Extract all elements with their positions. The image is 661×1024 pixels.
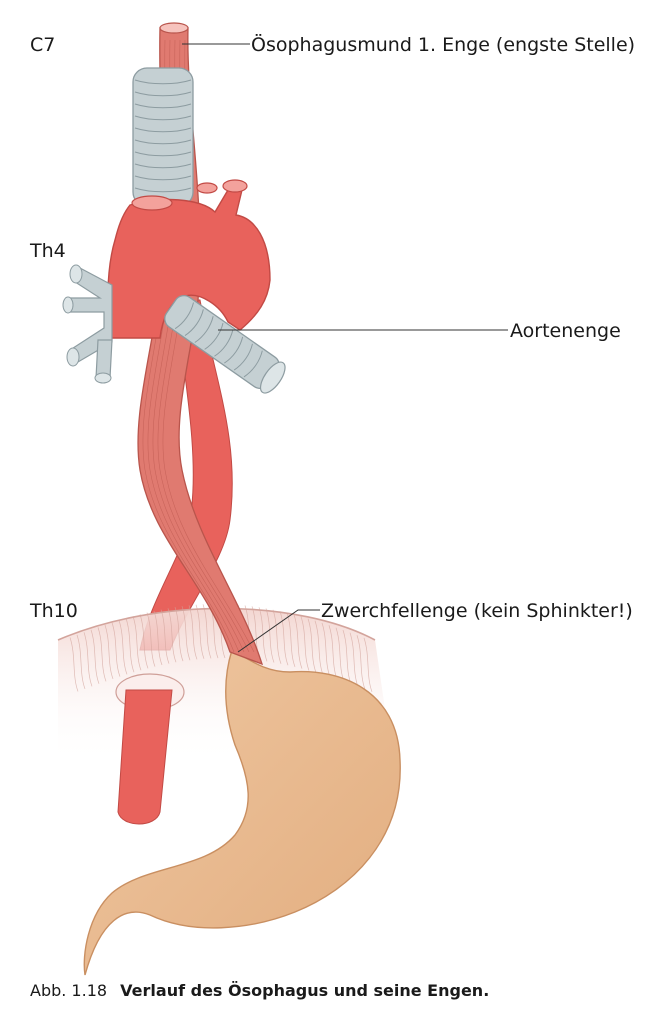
figure-caption (30, 981, 489, 1000)
right-bronchus-opening-2 (63, 297, 73, 313)
esophagus-opening (160, 23, 188, 33)
brachiocephalic-opening (132, 196, 172, 210)
level-th10: Th10 (30, 600, 78, 622)
caption-number: Abb. 1.18 (30, 981, 108, 1000)
carotid-opening (197, 183, 217, 193)
caption-text: Verlauf des Ösophagus und seine Engen. (120, 981, 490, 1000)
subclavian-opening (223, 180, 247, 192)
right-bronchus-opening-3 (67, 348, 79, 366)
level-c7: C7 (30, 34, 56, 56)
trachea-tube (133, 68, 193, 206)
label-esophageal-mouth: Ösophagusmund 1. Enge (engste Stelle) (251, 34, 636, 56)
right-bronchus-opening-1 (70, 265, 82, 283)
right-bronchus (63, 265, 112, 383)
trachea (133, 68, 193, 206)
label-aortic-constriction: Aortenenge (510, 320, 621, 342)
right-bronchus-opening-4 (95, 373, 111, 383)
descending-aorta-lower (118, 690, 172, 824)
level-th4: Th4 (30, 240, 66, 262)
label-diaphragmatic-constriction: Zwerchfellenge (kein Sphinkter!) (321, 600, 633, 622)
right-bronchus-lower (96, 340, 112, 378)
